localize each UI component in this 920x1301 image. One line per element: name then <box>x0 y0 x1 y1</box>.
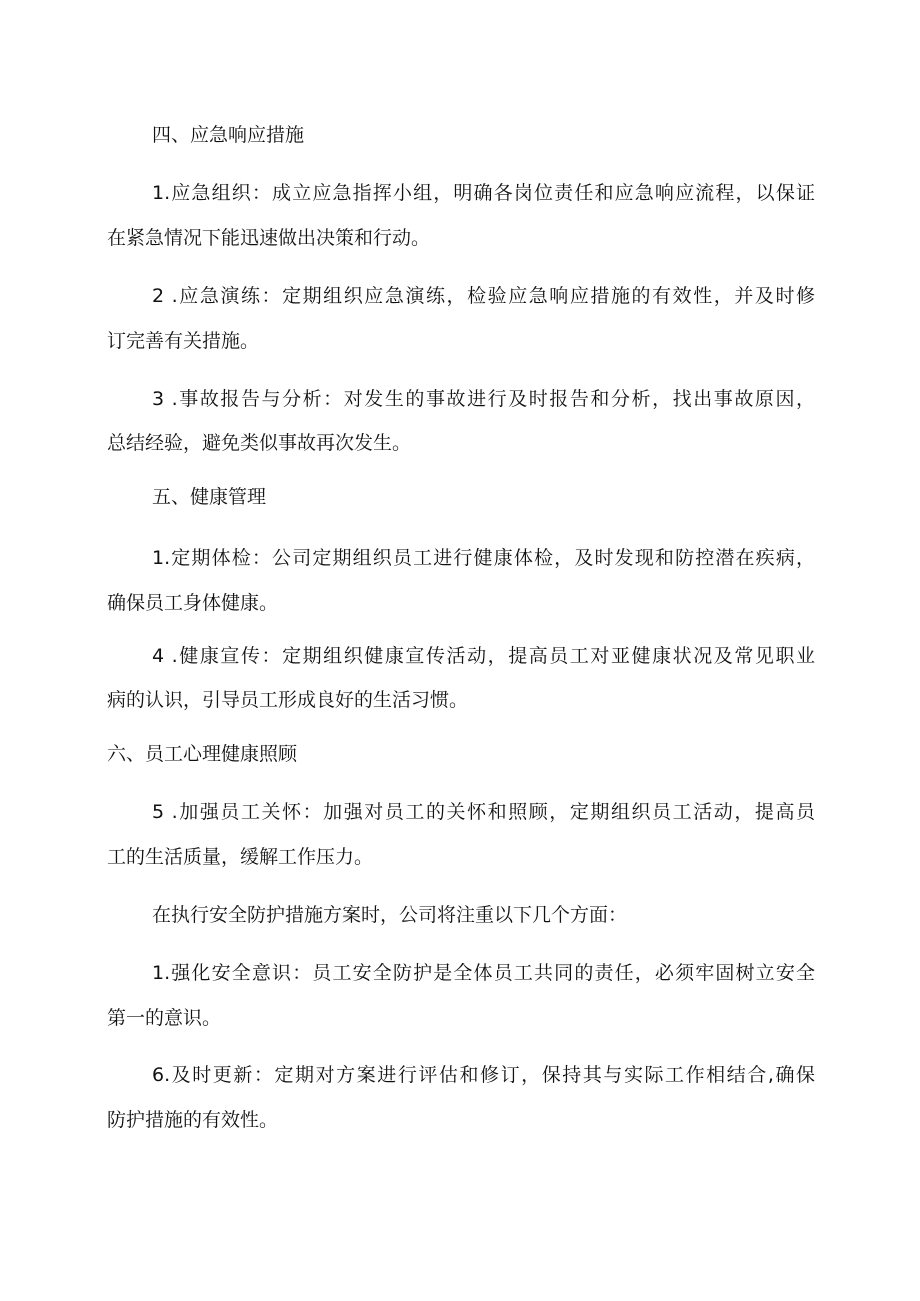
paragraph-line: 订完善有关措施。 <box>107 330 260 352</box>
section-heading-health: 五、健康管理 <box>152 486 267 508</box>
paragraph-line: 总结经验，避免类似事故再次发生。 <box>107 432 412 454</box>
paragraph-line: 3 .事故报告与分析：对发生的事故进行及时报告和分析，找出事故原因， <box>152 388 815 410</box>
paragraph-line: 2 .应急演练：定期组织应急演练，检验应急响应措施的有效性，并及时修 <box>152 285 815 307</box>
paragraph-line: 4 .健康宣传：定期组织健康宣传活动，提高员工对亚健康状况及常见职业 <box>152 645 815 667</box>
section-heading-mental-health: 六、员工心理健康照顾 <box>107 743 298 765</box>
paragraph-line: 工的生活质量，缓解工作压力。 <box>107 846 374 868</box>
paragraph-line: 5 .加强员工关怀：加强对员工的关怀和照顾，定期组织员工活动，提高员 <box>152 801 815 823</box>
paragraph-line: 在紧急情况下能迅速做出决策和行动。 <box>107 227 431 249</box>
paragraph-line: 1.定期体检：公司定期组织员工进行健康体检，及时发现和防控潜在疾病， <box>152 547 815 569</box>
section-heading-emergency: 四、应急响应措施 <box>152 124 305 146</box>
paragraph-line: 1.强化安全意识：员工安全防护是全体员工共同的责任，必须牢固树立安全 <box>152 962 815 984</box>
paragraph-line: 确保员工身体健康。 <box>107 592 279 614</box>
paragraph-line: 病的认识，引导员工形成良好的生活习惯。 <box>107 689 469 711</box>
paragraph-line: 防护措施的有效性。 <box>107 1109 279 1131</box>
paragraph-line: 在执行安全防护措施方案时，公司将注重以下几个方面： <box>152 904 628 926</box>
paragraph-line: 1.应急组织：成立应急指挥小组，明确各岗位责任和应急响应流程，以保证 <box>152 182 815 204</box>
paragraph-line: 6.及时更新：定期对方案进行评估和修订，保持其与实际工作相结合,确保 <box>152 1064 815 1086</box>
paragraph-line: 第一的意识。 <box>107 1007 222 1029</box>
